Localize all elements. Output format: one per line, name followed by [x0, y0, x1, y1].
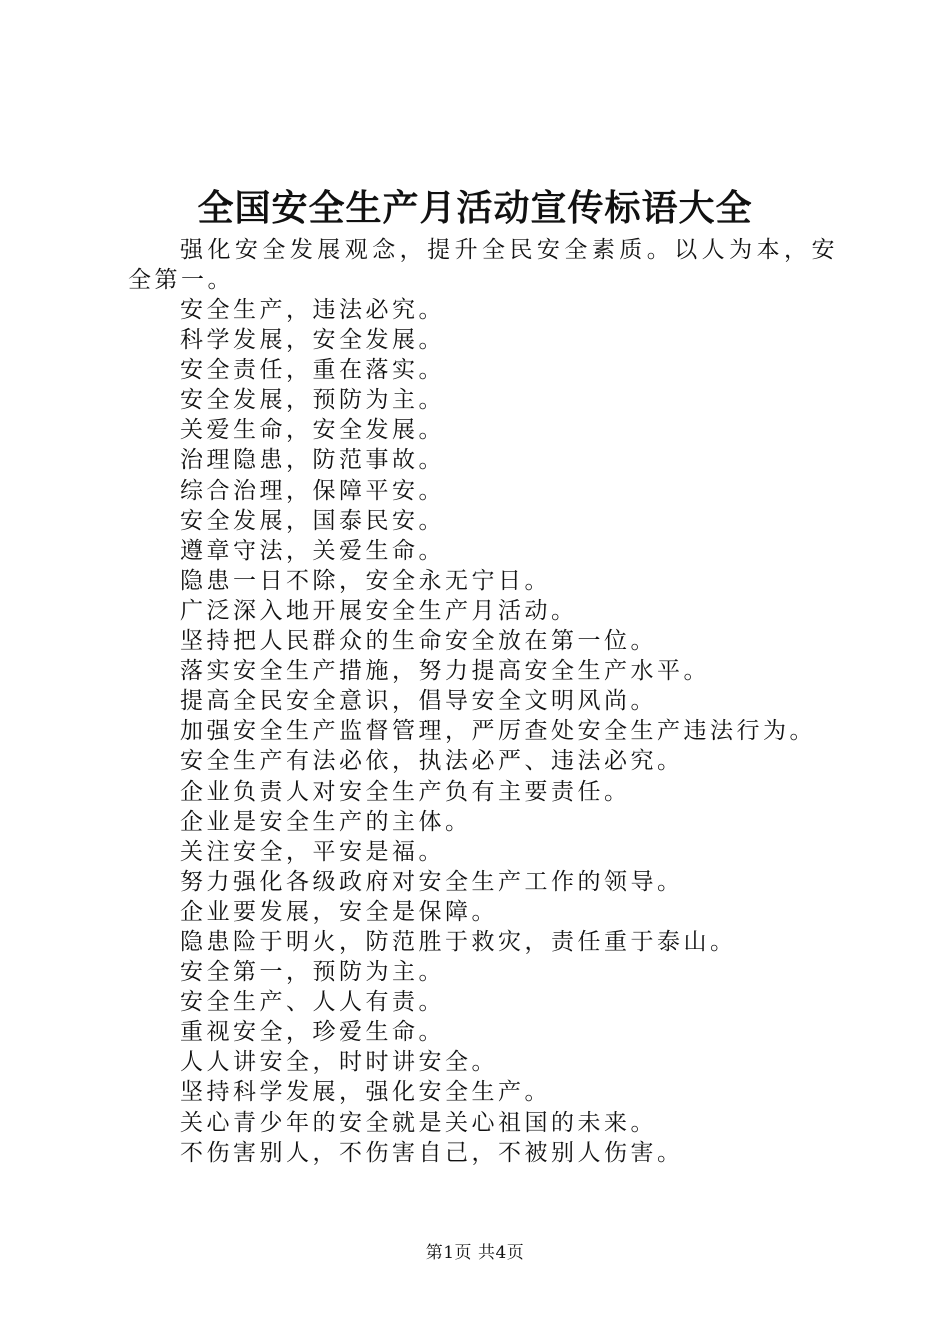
slogan-line: 关心青少年的安全就是关心祖国的未来。: [180, 1109, 657, 1136]
slogan-line: 人人讲安全，时时讲安全。: [180, 1049, 498, 1076]
page-indicator: 第1页 共4页: [425, 1243, 525, 1263]
slogan-line: 企业要发展，安全是保障。: [180, 898, 498, 925]
slogan-line: 关注安全，平安是福。: [180, 838, 445, 865]
slogan-line: 广泛深入地开展安全生产月活动。: [180, 597, 578, 624]
slogan-line: 坚持科学发展，强化安全生产。: [180, 1079, 551, 1106]
slogan-line: 企业是安全生产的主体。: [180, 808, 472, 835]
slogan-line: 企业负责人对安全生产负有主要责任。: [180, 778, 631, 805]
slogan-line: 遵章守法，关爱生命。: [180, 537, 445, 564]
intro-paragraph: 强化安全发展观念，提升全民安全素质。以人为本，安全第一。: [128, 237, 838, 293]
slogan-line: 提高全民安全意识，倡导安全文明风尚。: [180, 688, 657, 715]
slogan-line: 安全生产有法必依，执法必严、违法必究。: [180, 748, 684, 775]
slogan-line: 安全责任，重在落实。: [180, 357, 445, 384]
slogan-line: 安全发展，预防为主。: [180, 387, 445, 414]
slogan-line: 治理隐患，防范事故。: [180, 447, 445, 474]
slogan-line: 隐患一日不除，安全永无宁日。: [180, 567, 551, 594]
slogan-line: 安全生产、人人有责。: [180, 989, 445, 1016]
slogan-list: [128, 295, 838, 1168]
document-title: 全国安全生产月活动宣传标语大全: [197, 187, 753, 229]
slogan-line: 安全发展，国泰民安。: [180, 507, 445, 534]
slogan-line: 综合治理，保障平安。: [180, 477, 445, 504]
slogan-line: 坚持把人民群众的生命安全放在第一位。: [180, 628, 657, 655]
slogan-line: 关爱生命，安全发展。: [180, 417, 445, 444]
slogan-line: 加强安全生产监督管理，严厉查处安全生产违法行为。: [180, 718, 816, 745]
slogan-line: 科学发展，安全发展。: [180, 327, 445, 354]
slogan-line: 重视安全，珍爱生命。: [180, 1019, 445, 1046]
slogan-line: 落实安全生产措施，努力提高安全生产水平。: [180, 658, 710, 685]
slogan-line: 努力强化各级政府对安全生产工作的领导。: [180, 868, 684, 895]
slogan-line: 安全生产，违法必究。: [180, 297, 445, 323]
slogan-line: 隐患险于明火，防范胜于救灾，责任重于泰山。: [180, 928, 737, 955]
slogan-line: 安全第一，预防为主。: [180, 959, 445, 986]
document-body: [128, 235, 838, 1168]
slogan-line: 不伤害别人，不伤害自己，不被别人伤害。: [180, 1139, 684, 1166]
